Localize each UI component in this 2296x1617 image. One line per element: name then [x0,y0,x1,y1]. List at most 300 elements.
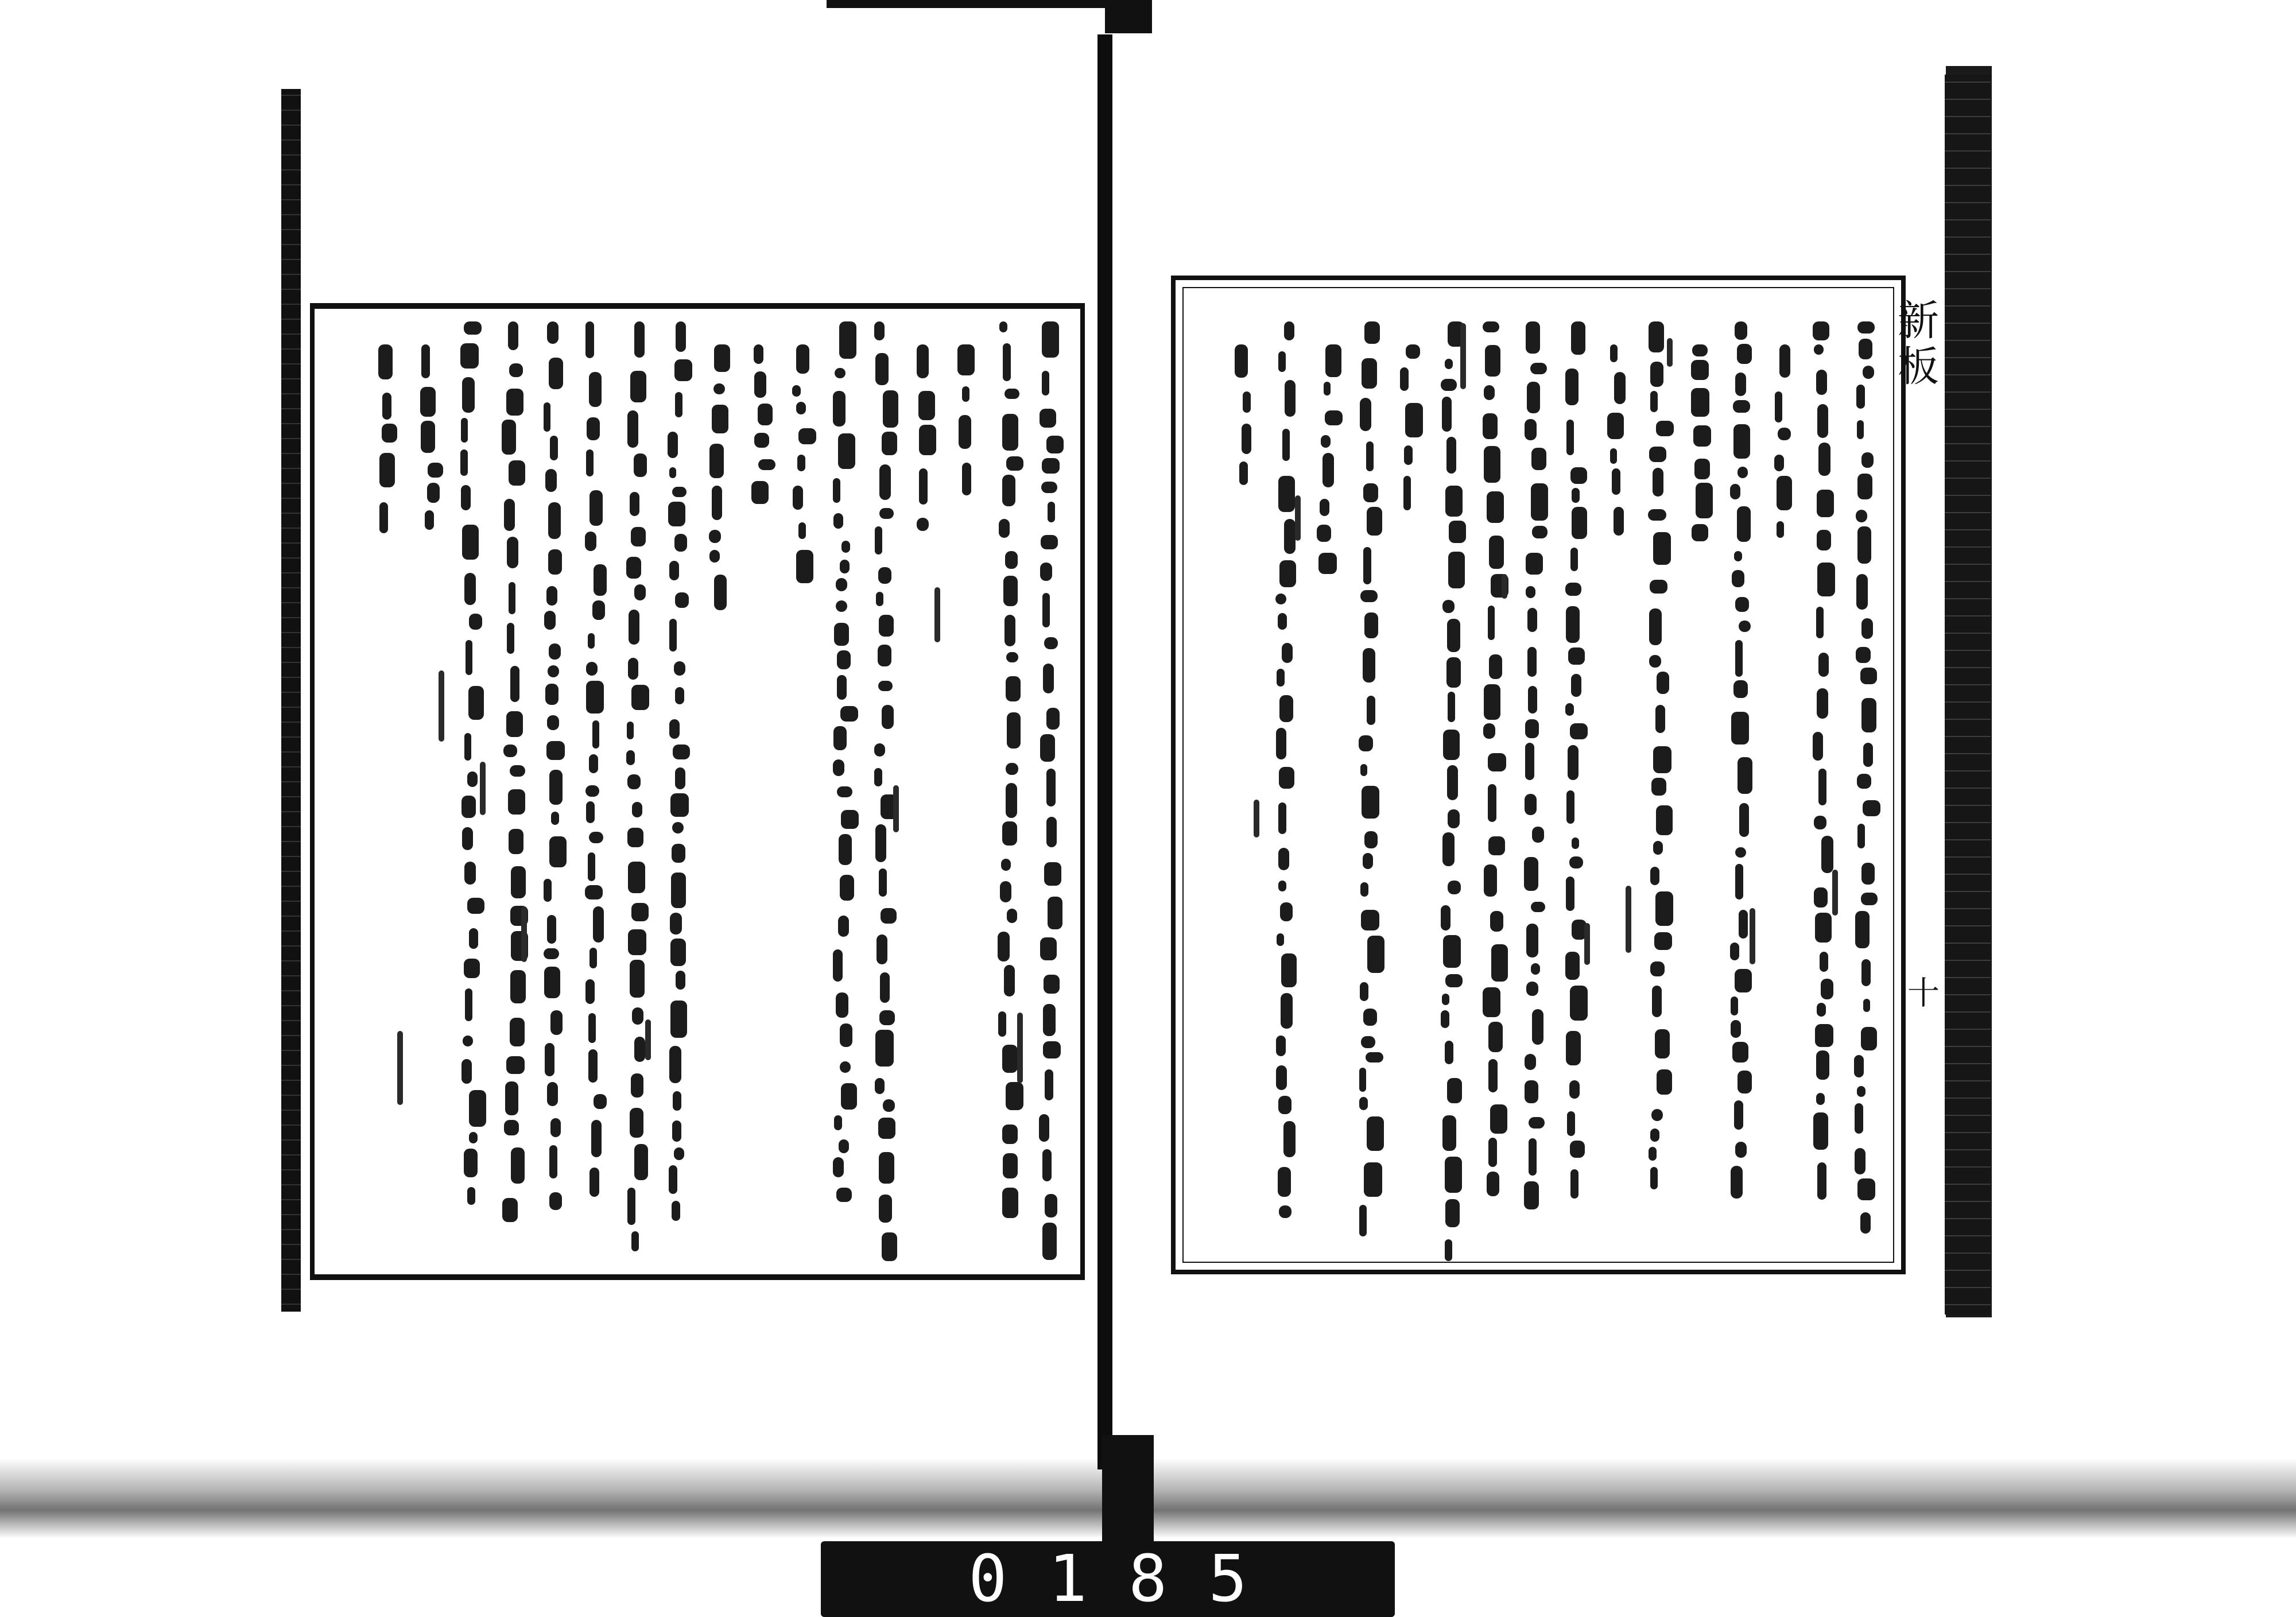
ink-stroke [1691,388,1709,417]
ink-stroke [841,541,850,553]
ink-stroke [1046,817,1057,848]
ink-stroke [1279,1205,1291,1217]
ink-stroke [1857,1086,1866,1097]
ink-stroke [1860,668,1876,684]
ink-stroke [634,584,645,600]
top-binding-tab [827,0,1137,8]
ink-stroke [545,1043,554,1076]
ink-stroke [1322,453,1334,487]
ink-stroke [758,404,773,425]
ink-stroke [1484,684,1500,720]
ink-stroke [626,557,641,579]
ink-stroke [879,464,891,500]
ink-stroke [1737,1071,1751,1093]
ink-stroke [1488,606,1495,640]
ink-stroke [1817,1162,1827,1200]
ink-stroke [460,343,479,369]
ink-stroke [1737,467,1748,478]
ink-stroke [1526,321,1540,354]
ink-stroke [464,862,475,884]
ink-stroke [838,433,855,470]
ink-stroke [469,1090,487,1127]
right-page-edge [1945,75,1991,1314]
ink-stroke [1445,1157,1462,1193]
ink-stroke [713,383,726,394]
ink-stroke [882,705,894,729]
ink-stroke [1565,952,1580,980]
annotation-stroke [1295,495,1301,541]
ink-stroke [1488,784,1496,822]
ink-stroke [1360,764,1367,776]
ink-stroke [670,793,689,817]
ink-stroke [875,1030,893,1067]
ink-stroke [589,754,598,773]
ink-stroke [837,786,852,797]
ink-stroke [1739,803,1749,837]
ink-stroke [632,1007,643,1025]
ink-stroke [1362,358,1377,389]
ink-stroke [548,665,559,677]
ink-stroke [1566,1031,1581,1065]
ink-stroke [1279,695,1293,722]
ink-stroke [1042,321,1060,358]
ink-stroke [1447,619,1461,652]
handwritten-column [909,321,941,1263]
ink-stroke [545,469,556,492]
ink-stroke [1278,351,1286,372]
ink-stroke [502,420,516,455]
ink-stroke [588,1049,598,1083]
ink-stroke [1485,345,1500,377]
ink-stroke [627,722,634,739]
ink-stroke [1857,1178,1875,1201]
ink-stroke [503,744,517,758]
ink-stroke [838,916,849,937]
ink-stroke [878,567,891,584]
ink-stroke [1820,952,1828,972]
ink-stroke [1366,1052,1383,1063]
ink-stroke [1406,344,1420,359]
ink-stroke [1774,455,1784,471]
ink-stroke [676,971,685,990]
ink-stroke [586,681,604,714]
ink-stroke [840,1023,852,1046]
ink-stroke [1278,613,1287,629]
ink-stroke [1570,723,1588,740]
ink-stroke [507,623,514,654]
handwritten-column [785,321,817,1263]
ink-stroke [1441,1010,1449,1028]
ink-stroke [1565,583,1581,596]
ink-stroke [1004,389,1020,399]
ink-stroke [668,432,678,458]
ink-stroke [881,908,897,924]
ink-stroke [1692,344,1707,356]
annotation-stroke [480,762,486,815]
ink-stroke [998,932,1010,961]
ink-stroke [1445,1199,1460,1227]
ink-stroke [1731,1020,1741,1038]
ink-stroke [1360,882,1368,897]
ink-stroke [1526,553,1543,575]
handwritten-column [1559,321,1591,1263]
ink-stroke [547,321,559,344]
ink-stroke [883,1099,895,1112]
ink-stroke [550,1010,562,1035]
ink-stroke [1367,1116,1384,1151]
ink-stroke [833,391,846,426]
ink-stroke [461,796,476,818]
ink-stroke [1488,836,1505,855]
ink-stroke [879,508,894,519]
ink-stroke [1612,468,1620,495]
ink-stroke [1325,410,1343,425]
ink-stroke [758,459,775,470]
ink-stroke [1859,339,1872,359]
ink-stroke [712,486,722,520]
ink-stroke [1568,647,1585,665]
ink-stroke [1046,769,1056,806]
ink-stroke [1651,1109,1663,1121]
ink-stroke [1572,488,1580,503]
ink-stroke [672,822,683,833]
ink-stroke [1002,1188,1018,1218]
ink-stroke [1363,648,1375,683]
handwritten-column [703,321,735,1263]
ink-stroke [1488,1059,1498,1092]
ink-stroke [1817,490,1834,517]
ink-stroke [1650,362,1664,387]
ink-stroke [1442,600,1455,612]
ink-stroke [1367,696,1375,725]
ink-stroke [1569,856,1583,868]
ink-stroke [669,467,676,478]
ink-stroke [1821,836,1833,873]
ink-stroke [675,687,684,705]
ink-stroke [1364,1162,1382,1197]
ink-stroke [1817,530,1831,550]
ink-stroke [1731,1166,1743,1199]
ink-stroke [508,321,518,350]
ink-stroke [421,344,430,378]
ink-stroke [1863,366,1874,379]
ink-stroke [1278,881,1286,892]
ink-stroke [798,522,805,539]
ink-stroke [548,549,562,575]
ink-stroke [1527,382,1540,413]
ink-stroke [1650,391,1658,412]
ink-stroke [1043,1041,1061,1058]
ink-stroke [999,519,1009,538]
ink-stroke [709,530,721,543]
ink-stroke [1814,816,1826,829]
ink-stroke [1363,547,1371,584]
ink-stroke [1280,902,1293,921]
ink-stroke [506,1056,525,1074]
ink-stroke [1276,1065,1287,1090]
ink-stroke [919,425,936,455]
ink-stroke [754,344,763,364]
ink-stroke [670,1001,687,1038]
ink-stroke [835,368,846,378]
ink-stroke [1856,647,1871,663]
ink-stroke [1006,676,1021,702]
ink-stroke [1446,657,1461,688]
ink-stroke [630,960,644,997]
ink-stroke [460,449,468,476]
ink-stroke [1043,1004,1056,1036]
ink-stroke [506,711,522,737]
ink-stroke [1568,745,1578,780]
ink-stroke [549,1192,561,1210]
ink-stroke [469,928,479,948]
ink-stroke [1447,765,1458,800]
ink-stroke [754,371,766,398]
ink-stroke [1041,535,1058,549]
ink-stroke [1360,982,1369,1001]
ink-stroke [1863,743,1873,767]
ink-stroke [1048,502,1055,522]
annotation-stroke [1832,870,1838,916]
ink-stroke [1282,643,1293,664]
ink-stroke [1527,647,1537,677]
ink-stroke [917,518,929,531]
ink-stroke [1448,692,1456,722]
ink-stroke [1360,398,1371,431]
annotation-stroke [1626,886,1631,953]
ink-stroke [1445,486,1463,517]
ink-stroke [840,706,858,722]
ink-stroke [421,421,435,453]
handwritten-column [1518,321,1550,1263]
ink-stroke [1283,1121,1296,1157]
ink-stroke [836,992,848,1018]
ink-stroke [1734,551,1742,561]
ink-stroke [875,824,886,862]
handwritten-column [868,321,900,1263]
ink-stroke [545,684,559,705]
ink-stroke [672,487,687,497]
ink-stroke [461,485,471,510]
ink-stroke [1320,499,1329,516]
ink-stroke [833,949,843,982]
ink-stroke [670,939,686,965]
ink-stroke [1490,911,1503,932]
ink-stroke [585,979,595,1003]
ink-stroke [1529,1138,1537,1176]
ink-stroke [631,903,649,921]
ink-stroke [382,424,397,443]
annotation-stroke [1254,800,1259,837]
ink-stroke [505,1081,518,1115]
ink-stroke [1366,441,1374,472]
ink-stroke [592,600,605,620]
ink-stroke [1524,857,1538,891]
ink-stroke [709,444,724,478]
handwritten-column [744,321,776,1263]
ink-stroke [709,550,720,563]
ink-stroke [837,675,847,700]
ink-stroke [1856,510,1867,522]
ink-stroke [919,468,928,505]
ink-stroke [1650,1129,1659,1142]
ink-stroke [833,759,844,775]
ink-stroke [1361,1036,1375,1048]
ink-stroke [1491,944,1508,982]
ink-stroke [1566,877,1574,911]
ink-stroke [1570,986,1587,1020]
ink-stroke [511,1147,525,1184]
ink-stroke [631,1231,639,1252]
handwritten-column [1724,321,1756,1263]
ink-stroke [463,1036,472,1046]
ink-stroke [1483,413,1498,439]
ink-stroke [509,582,515,614]
ink-stroke [918,391,935,420]
ink-stroke [1002,414,1018,451]
ink-stroke [1733,680,1747,697]
ink-stroke [1442,1115,1456,1151]
ink-stroke [1284,519,1295,553]
ink-stroke [1243,391,1251,413]
ink-stroke [1653,468,1663,497]
ink-stroke [797,455,805,472]
ink-stroke [1649,447,1666,463]
ink-stroke [1821,979,1833,999]
ink-stroke [1001,859,1011,871]
ink-stroke [1040,563,1052,581]
ink-stroke [836,600,847,612]
ink-stroke [1445,974,1463,987]
ink-stroke [1007,909,1017,923]
ink-stroke [1855,1103,1863,1134]
left-frame-top-rule [310,303,1085,305]
ink-stroke [1404,445,1413,464]
ink-stroke [1359,735,1373,751]
ink-stroke [1861,618,1873,639]
ink-stroke [874,321,884,340]
ink-stroke [627,1188,635,1225]
ink-stroke [1570,548,1578,571]
ink-stroke [1489,536,1504,569]
handwritten-column [1807,321,1839,1263]
ink-stroke [674,359,692,381]
ink-stroke [1359,1097,1368,1110]
ink-stroke [962,463,971,495]
ink-stroke [1042,371,1049,395]
ink-stroke [1447,1078,1461,1103]
ink-stroke [1735,1142,1747,1158]
handwritten-column [1476,321,1508,1263]
ink-stroke [1649,608,1662,646]
ink-stroke [1448,881,1461,894]
ink-stroke [1737,344,1752,363]
ink-stroke [833,1157,844,1178]
ink-stroke [1653,746,1671,774]
ink-stroke [427,483,440,503]
ink-stroke [1000,881,1011,902]
ink-stroke [879,868,886,896]
ink-stroke [1735,597,1749,612]
ink-stroke [1739,910,1748,939]
ink-stroke [1861,893,1878,905]
ink-stroke [1570,1141,1584,1158]
ink-stroke [1735,864,1743,899]
ink-stroke [1282,429,1290,462]
ink-stroke [1367,507,1382,536]
ink-stroke [673,744,690,759]
ink-stroke [1649,321,1664,352]
ink-stroke [586,449,594,476]
ink-stroke [1002,1124,1018,1144]
ink-stroke [1650,580,1667,594]
ink-stroke [464,733,472,761]
ink-stroke [1042,458,1060,474]
ink-stroke [594,1094,607,1109]
ink-stroke [1046,436,1064,454]
ink-stroke [628,929,646,955]
ink-stroke [1276,728,1286,759]
ink-stroke [1484,446,1500,483]
ink-stroke [1405,403,1423,437]
handwritten-column [455,321,487,1263]
ink-stroke [585,321,594,358]
annotation-stroke [439,670,444,742]
ink-stroke [1044,862,1061,886]
ink-stroke [1655,705,1665,733]
ink-stroke [1733,424,1750,459]
ink-stroke [1525,1080,1538,1103]
ink-stroke [510,666,519,701]
ink-stroke [714,575,727,610]
ink-stroke [875,1078,885,1094]
handwritten-column [951,321,983,1263]
ink-stroke [634,321,645,358]
ink-stroke [589,948,597,968]
ink-stroke [502,1198,518,1222]
ink-stroke [1566,420,1573,456]
ink-stroke [1649,655,1661,667]
ink-stroke [1242,424,1251,454]
ink-stroke [1442,397,1452,432]
ink-stroke [1487,1172,1499,1197]
ink-stroke [1006,456,1024,471]
ink-stroke [549,358,563,389]
ink-stroke [1815,1024,1833,1047]
ink-stroke [1441,379,1456,391]
ink-stroke [544,948,559,959]
ink-stroke [1445,359,1453,370]
ink-stroke [1442,994,1449,1006]
ink-stroke [1279,560,1296,587]
ink-stroke [628,862,645,893]
ink-stroke [510,970,526,1003]
ink-stroke [547,915,557,944]
ink-stroke [1817,688,1828,719]
ink-stroke [1487,491,1504,523]
ink-stroke [1364,612,1378,638]
handwritten-column [1270,321,1302,1263]
ink-stroke [1814,887,1828,907]
ink-stroke [1863,999,1871,1013]
ink-stroke [836,578,847,591]
ink-stroke [632,802,642,817]
ink-stroke [1861,452,1873,468]
ink-stroke [548,502,560,540]
annotation-stroke [893,785,899,832]
ink-stroke [469,1132,478,1143]
ink-stroke [1235,344,1248,378]
